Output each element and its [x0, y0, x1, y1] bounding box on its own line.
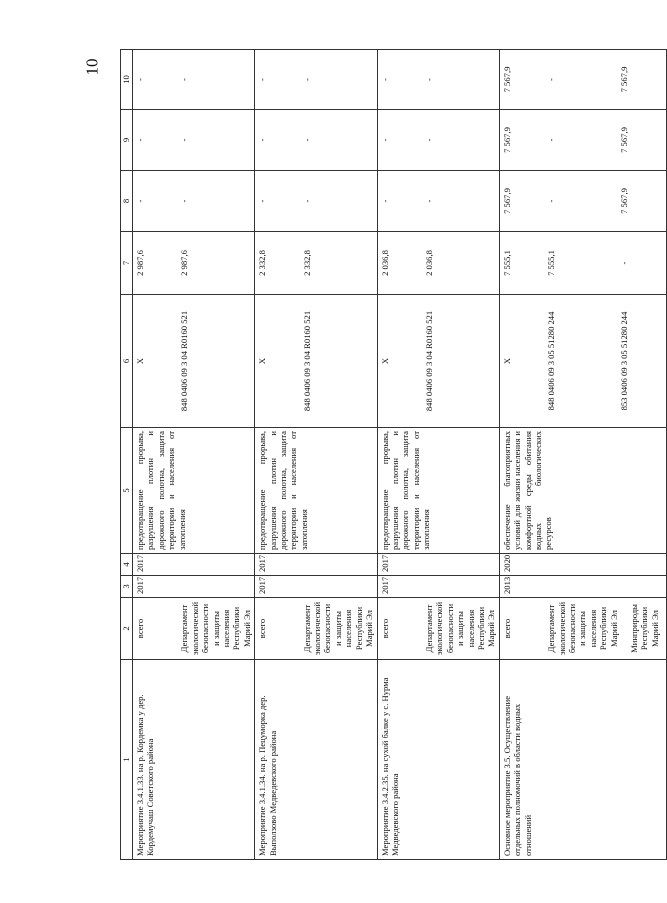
value-cell: - -	[255, 110, 377, 171]
executor-total: всего	[379, 618, 390, 639]
header-cell: 5	[121, 428, 133, 554]
page-number: 10	[82, 58, 102, 76]
value-cell: 7 567,9 - 7 567,9	[499, 50, 666, 110]
executor-name: Департамент экологической безопасности и защиты населения Республики Марий Эл	[301, 601, 375, 656]
table-row	[255, 50, 377, 860]
executor-cell	[499, 598, 666, 660]
executor-total: всего	[501, 618, 512, 639]
header-cell: 8	[121, 171, 133, 232]
value-cell: 2 987,6 2 987,6	[133, 232, 255, 295]
start-year-cell: 2017	[377, 576, 499, 598]
executor-total: всего	[135, 618, 145, 639]
header-cell: 10	[121, 50, 133, 110]
value-cell: - -	[133, 50, 255, 110]
start-year-cell: 2017	[133, 576, 255, 598]
value-cell: - -	[377, 171, 499, 232]
measure-cell: Мероприятие 3.4.1.33. на р. Кордемка у дер. Кордемучаш Советского района	[133, 660, 255, 860]
end-year-cell: 2017	[377, 554, 499, 576]
goal-cell: обеспечение благоприятных условий для жизни населения и комфортной среды обитания водных биологических ресурсов	[499, 428, 666, 554]
end-year-cell: 2017	[133, 554, 255, 576]
value-cell: - -	[377, 50, 499, 110]
header-cell: 9	[121, 110, 133, 171]
executor-name: Департамент экологической безопасности и защиты населения Республики Марий Эл	[546, 601, 619, 656]
value-cell: 7 567,9 - 7 567,9	[499, 110, 666, 171]
executor-name: Департамент экологической безопасности и защиты населения Республики Марий Эл	[179, 601, 252, 656]
executor-name: Департамент экологической безопасности и защиты населения Республики Марий Эл	[423, 601, 497, 656]
goal-cell: предотвращение прорыва, разрушения плотин и дорожного полотна, защита территории и населения от затопления	[255, 428, 377, 554]
code-cell: X 848 0406 09 3 04 R0160 521	[377, 295, 499, 428]
executor-cell	[377, 598, 499, 660]
value-cell: - -	[255, 50, 377, 110]
header-cell: 3	[121, 576, 133, 598]
value-cell: 7 555,1 7 555,1 -	[499, 232, 666, 295]
end-year-cell: 2017	[255, 554, 377, 576]
table-row	[377, 50, 499, 860]
goal-cell: предотвращение прорыва, разрушения плотин и дорожного полотна, защита территории и населения от затопления	[133, 428, 255, 554]
table-row	[133, 50, 255, 860]
code-cell: X 848 0406 09 3 05 51280 244 853 0406 09 3 05 51280 244	[499, 295, 666, 428]
header-cell: 6	[121, 295, 133, 428]
header-row	[121, 50, 133, 860]
program-table	[120, 49, 667, 860]
value-cell: - -	[133, 171, 255, 232]
table-row	[499, 50, 666, 860]
goal-cell: предотвращение прорыва, разрушения плотин и дорожного полотна, защита территории и населения от затопления	[377, 428, 499, 554]
value-cell: 2 332,8 2 332,8	[255, 232, 377, 295]
executor-name: Минприроды Республики Марий Эл	[629, 604, 660, 653]
end-year-cell: 2020	[499, 554, 666, 576]
value-cell: - -	[255, 171, 377, 232]
value-cell: 7 567,9 - 7 567,9	[499, 171, 666, 232]
value-cell: - -	[133, 110, 255, 171]
value-cell: 2 036,8 2 036,8	[377, 232, 499, 295]
start-year-cell: 2013	[499, 576, 666, 598]
value-cell: - -	[377, 110, 499, 171]
header-cell: 2	[121, 598, 133, 660]
header-cell: 7	[121, 232, 133, 295]
measure-cell: Основное мероприятие 3.5. Осуществление отдельных полномочий в области водных отношений	[499, 660, 666, 860]
start-year-cell: 2017	[255, 576, 377, 598]
code-cell: X 848 0406 09 3 04 R0160 521	[133, 295, 255, 428]
executor-total: всего	[257, 618, 268, 639]
executor-cell	[133, 598, 255, 660]
rotated-table-wrapper	[120, 50, 660, 860]
code-cell: X 848 0406 09 3 04 R0160 521	[255, 295, 377, 428]
measure-cell: Мероприятие 3.4.2.35. на сухой балке у с. Нурма Медведевского района	[377, 660, 499, 860]
measure-cell: Мероприятие 3.4.1.34. на р. Пецуморка дер. Выползово Медведевского района	[255, 660, 377, 860]
header-cell: 1	[121, 660, 133, 860]
executor-cell	[255, 598, 377, 660]
header-cell: 4	[121, 554, 133, 576]
